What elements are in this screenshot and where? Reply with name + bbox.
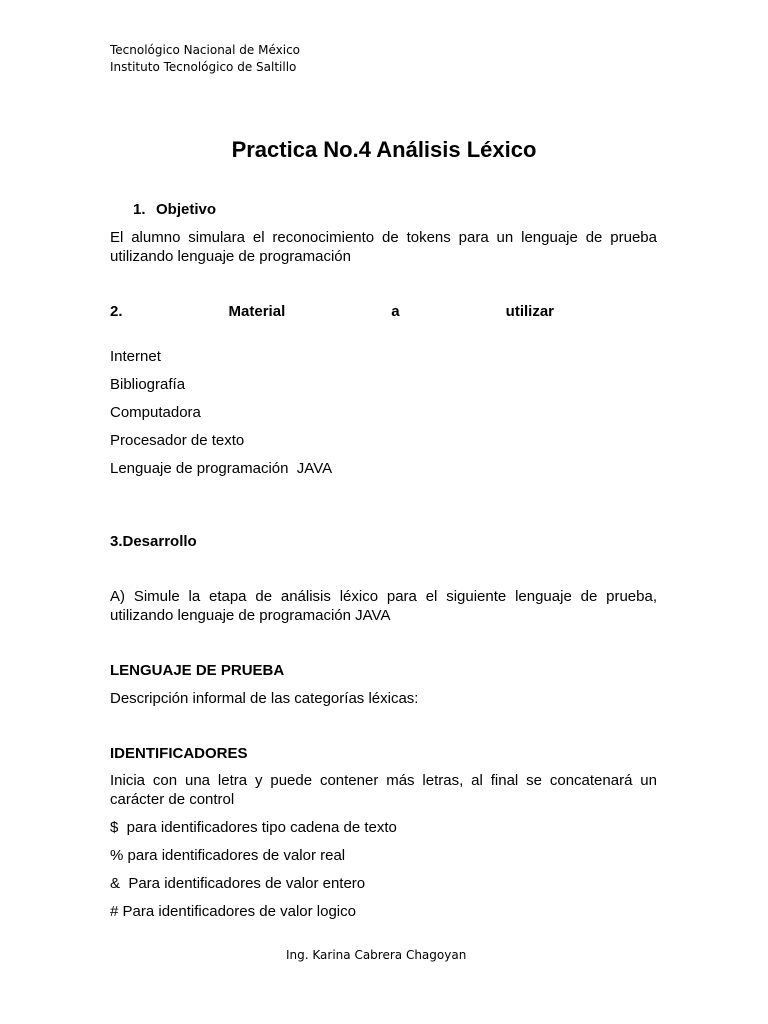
development-heading: 3.Desarrollo	[110, 533, 197, 550]
objective-heading: Objetivo	[156, 201, 217, 218]
footer-author: Ing. Karina Cabrera Chagoyan	[286, 948, 467, 962]
materials-heading-word-utilizar: utilizar	[505, 303, 554, 320]
materials-heading-word-a: a	[391, 303, 400, 320]
material-item: Computadora	[110, 404, 201, 421]
identifiers-text: Inicia con una letra y puede contener más letras, al final se concatenará un carácter de control	[110, 772, 657, 808]
identifier-rule-item: # Para identificadores de valor logico	[110, 903, 356, 920]
objective-number: 1.	[133, 201, 146, 218]
materials-heading-word-material: Material	[228, 303, 286, 320]
test-language-description: Descripción informal de las categorías léxicas:	[110, 690, 419, 707]
identifiers-heading: IDENTIFICADORES	[110, 745, 248, 762]
materials-heading	[110, 302, 554, 321]
material-item: Internet	[110, 348, 161, 365]
development-text: A) Simule la etapa de análisis léxico para el siguiente lenguaje de prueba, utilizando lenguaje de programación JAVA	[110, 588, 657, 624]
materials-heading-number: 2.	[110, 303, 123, 320]
identifier-rule-item: $ para identificadores tipo cadena de texto	[110, 819, 397, 836]
identifier-rule-item: & Para identificadores de valor entero	[110, 875, 366, 892]
page-title: Practica No.4 Análisis Léxico	[231, 137, 537, 162]
identifier-rule-item: % para identificadores de valor real	[110, 847, 346, 864]
header-institution-line1: Tecnológico Nacional de México	[110, 43, 301, 57]
material-item: Procesador de texto	[110, 432, 245, 449]
test-language-heading: LENGUAJE DE PRUEBA	[110, 662, 285, 679]
material-item: Bibliografía	[110, 376, 186, 393]
material-item: Lenguaje de programación JAVA	[110, 460, 333, 477]
header-institution-line2: Instituto Tecnológico de Saltillo	[110, 60, 297, 74]
objective-text: El alumno simulara el reconocimiento de tokens para un lenguaje de prueba utilizando lenguaje de programación	[110, 229, 657, 265]
